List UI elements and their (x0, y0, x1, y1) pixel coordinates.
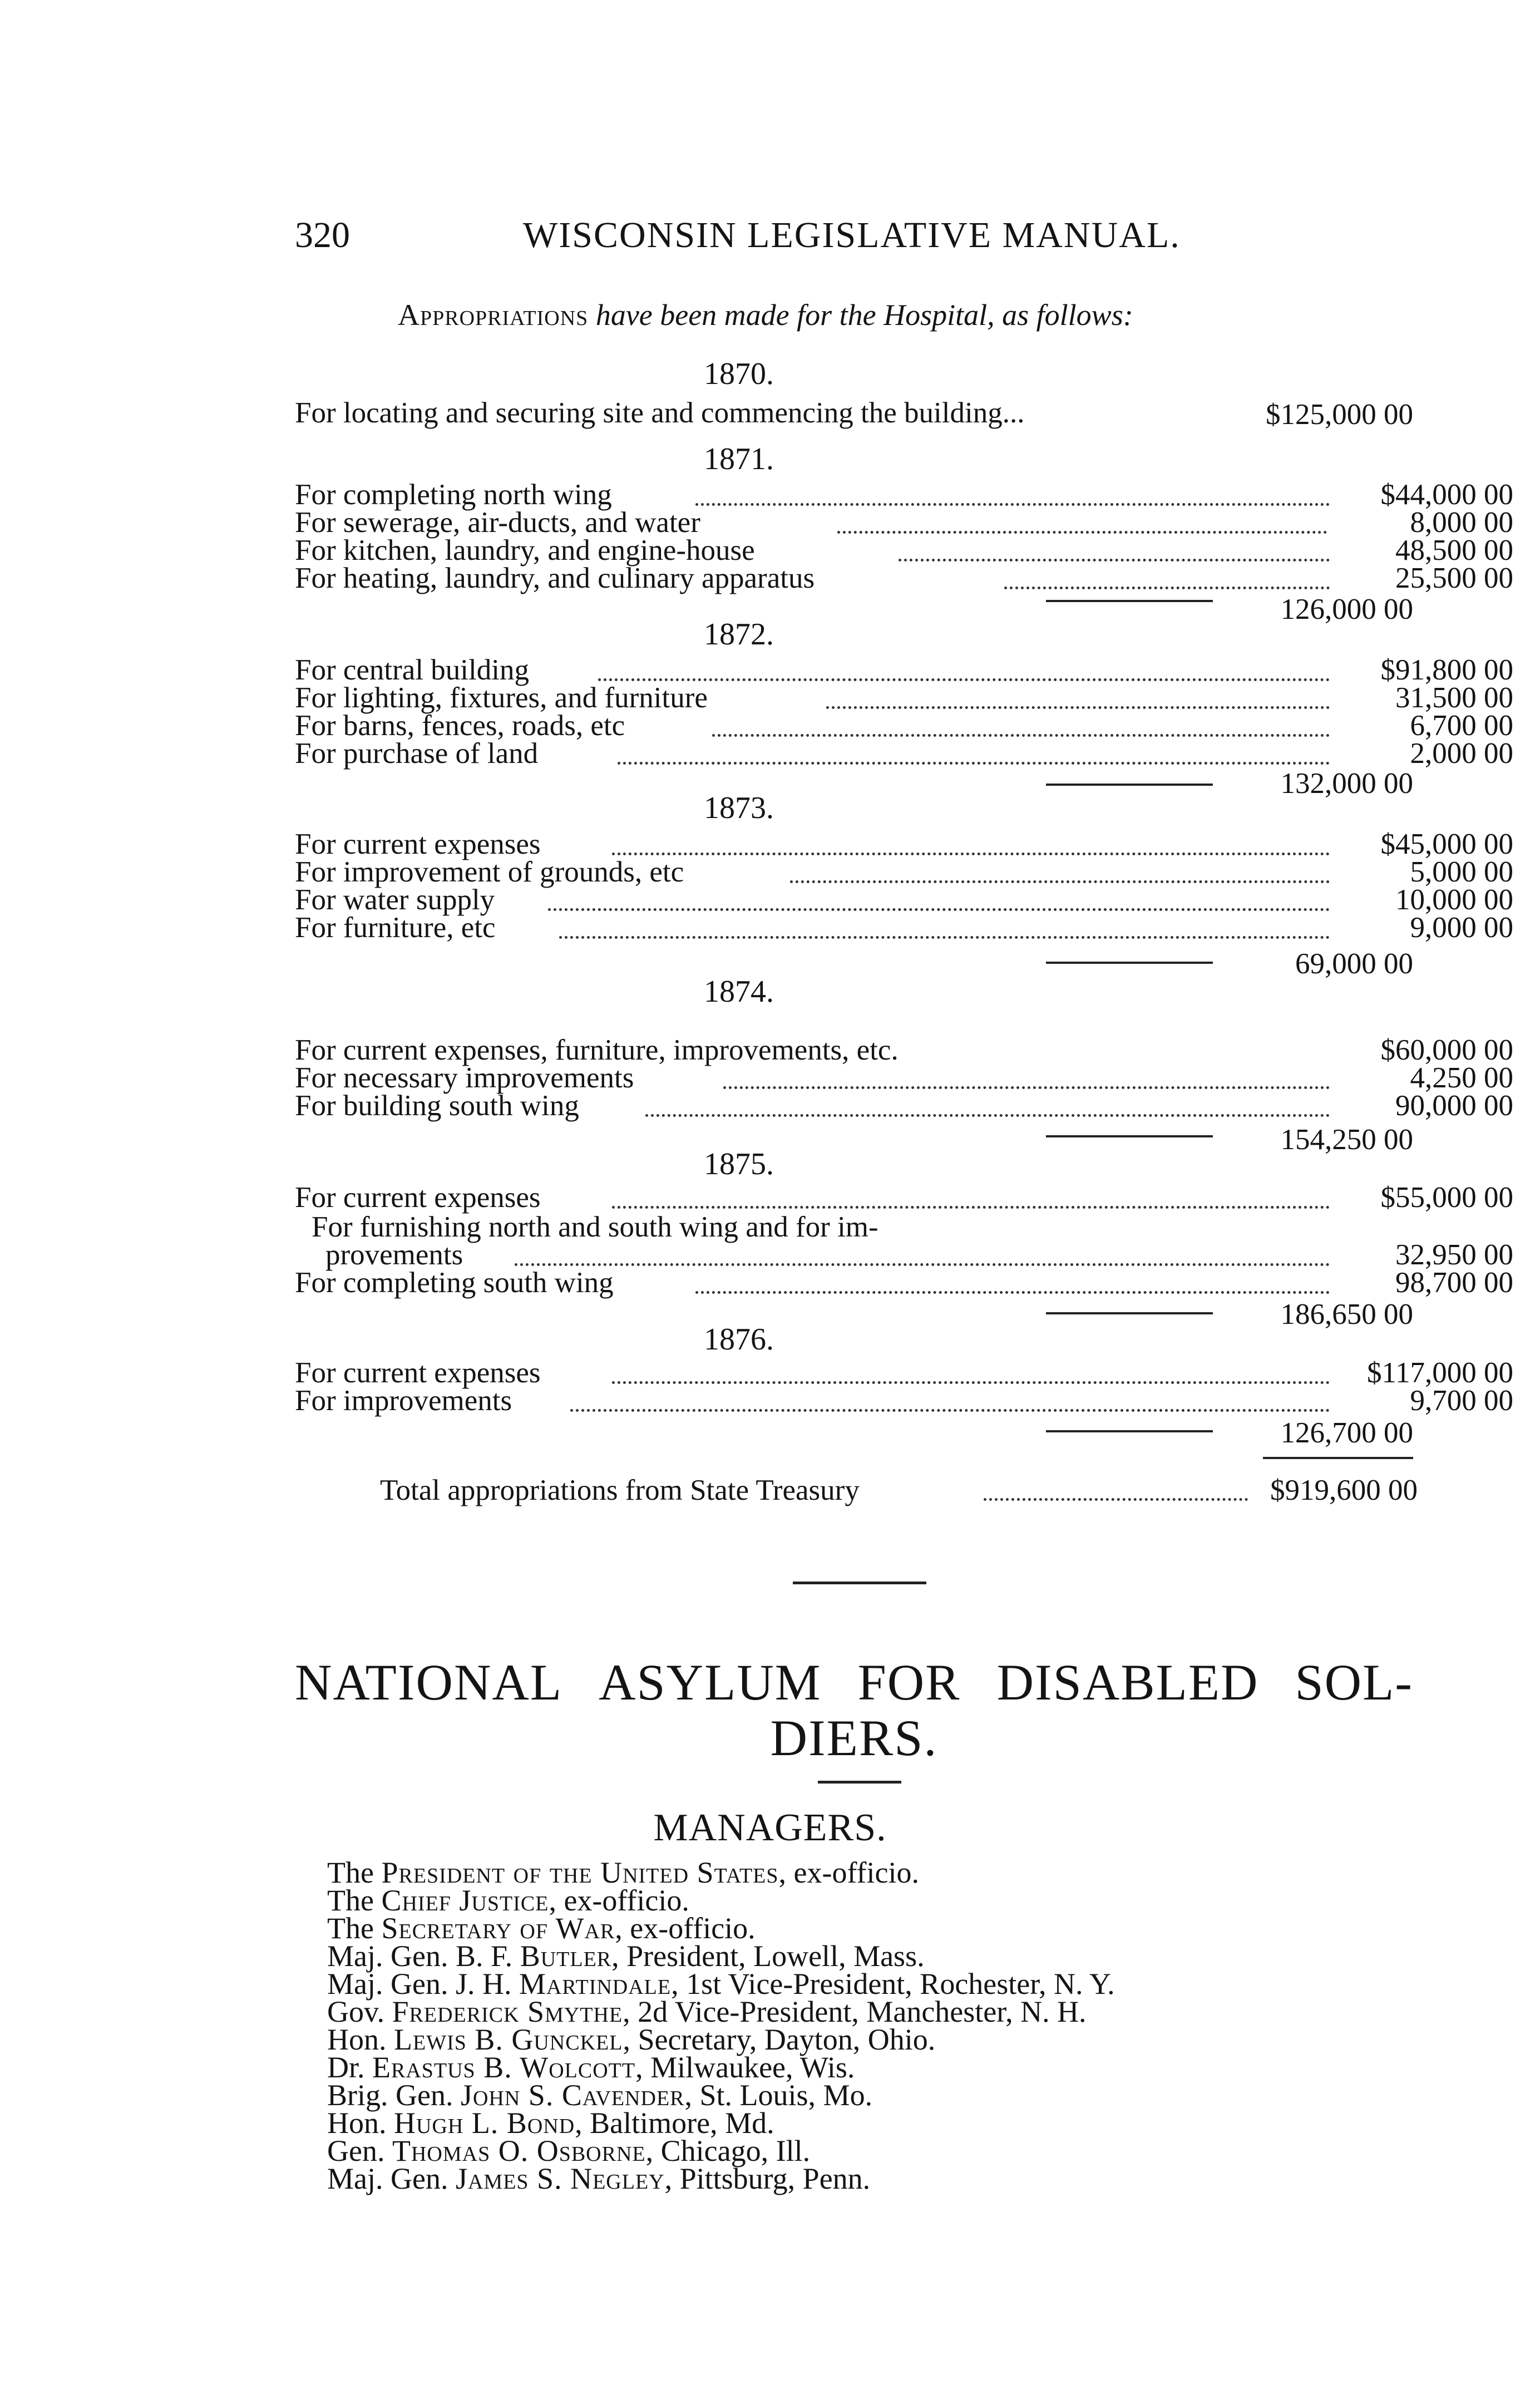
sum-rule (1046, 962, 1213, 964)
appropriation-row (295, 1267, 1513, 1299)
manager-title: Brig. Gen. (327, 2078, 453, 2112)
appropriation-amount: $45,000 00 (1380, 828, 1513, 860)
manager-details: , Chicago, Ill. (645, 2134, 811, 2167)
manager-details: , 2d Vice-President, Manchester, N. H. (623, 1995, 1087, 2028)
leader-dots (515, 1263, 1330, 1266)
manager-details: , ex-officio. (615, 1912, 756, 1945)
manager-title: Hon. (327, 2106, 387, 2140)
appropriation-amount: $55,000 00 (1380, 1181, 1513, 1214)
appropriation-row (295, 1357, 1513, 1389)
section-divider (793, 1582, 926, 1584)
appropriation-label: For current expenses (295, 1357, 541, 1389)
title-word: FOR (857, 1654, 961, 1711)
year-heading: 1875. (704, 1147, 774, 1181)
appropriation-label: For furnishing north and south wing and for im- (312, 1211, 878, 1243)
appropriation-row (295, 710, 1513, 742)
manager-title: The (327, 1856, 374, 1889)
manager-entry (327, 1941, 925, 1971)
manager-entry (327, 1969, 1115, 1999)
total-label: Total appropriations from State Treasury (380, 1474, 860, 1506)
year-subtotal: 69,000 00 (1295, 948, 1413, 980)
year-heading: 1874. (704, 974, 774, 1009)
manager-entry (327, 2052, 855, 2082)
leader-dots (695, 503, 1330, 506)
appropriation-amount: 31,500 00 (1395, 682, 1513, 714)
appropriation-row (295, 1181, 1513, 1214)
leader-dots (695, 1291, 1330, 1294)
manager-entry (327, 2080, 872, 2110)
manager-details: , ex-officio. (549, 1884, 689, 1917)
appropriation-amount: 10,000 00 (1395, 884, 1513, 916)
leader-dots (790, 880, 1330, 883)
title-word: NATIONAL (295, 1654, 563, 1711)
manager-details: , St. Louis, Mo. (684, 2078, 873, 2112)
total-row (380, 1474, 1418, 1507)
running-title: WISCONSIN LEGISLATIVE MANUAL. (523, 215, 1181, 255)
title-word: SOL- (1295, 1654, 1413, 1711)
appropriation-label: For current expenses, furniture, improvements, etc. (295, 1034, 899, 1066)
appropriation-row (295, 682, 1513, 714)
manager-name: Hugh L. Bond (394, 2106, 575, 2140)
title-word: DISABLED (996, 1654, 1259, 1711)
leader-dots (618, 762, 1330, 765)
appropriation-label: For completing north wing (295, 479, 612, 511)
sum-rule (1046, 784, 1213, 786)
manager-name: James S. Negley (455, 2162, 665, 2195)
appropriation-amount: $91,800 00 (1380, 654, 1513, 686)
leader-dots (612, 1206, 1330, 1209)
page-number: 320 (295, 215, 350, 255)
appropriation-label: For barns, fences, roads, etc (295, 710, 625, 742)
appropriation-amount: 4,250 00 (1410, 1062, 1513, 1094)
manager-details: , 1st Vice-President, Rochester, N. Y. (671, 1967, 1115, 2001)
appropriation-amount: 25,500 00 (1395, 562, 1513, 594)
appropriation-row (295, 506, 1513, 539)
leader-dots (1004, 587, 1330, 589)
appropriation-row (295, 856, 1513, 888)
appropriation-row (295, 534, 1513, 566)
intro-caps-word: Appropriations (398, 298, 589, 332)
title-word: ASYLUM (599, 1654, 822, 1711)
manager-title: Maj. Gen. B. F. (327, 1939, 513, 1973)
appropriation-label: For kitchen, laundry, and engine-house (295, 534, 755, 566)
appropriation-row (295, 828, 1513, 860)
leader-dots (712, 734, 1330, 737)
appropriation-amount: 5,000 00 (1410, 856, 1513, 888)
manager-details: , Pittsburg, Penn. (664, 2162, 871, 2195)
appropriation-amount: $117,000 00 (1366, 1357, 1513, 1389)
appropriation-label: For improvement of grounds, etc (295, 856, 684, 888)
appropriation-label: For improvements (295, 1385, 512, 1417)
appropriation-label: For necessary improvements (295, 1062, 634, 1094)
leader-dots (612, 853, 1330, 855)
manager-name: Chief Justice (381, 1884, 549, 1917)
title-line-2: DIERS. (770, 1710, 938, 1766)
year-heading: 1876. (704, 1322, 774, 1357)
manager-entry (327, 1997, 1087, 2027)
managers-heading: MANAGERS. (653, 1806, 887, 1849)
total-amount: $919,600 00 (1270, 1474, 1418, 1506)
appropriation-label: For sewerage, air-ducts, and water (295, 506, 700, 539)
appropriation-label: provements (325, 1239, 463, 1271)
appropriation-row (295, 562, 1513, 594)
appropriation-label: For locating and securing site and commencing the building... (295, 397, 1025, 429)
manager-name: Butler (520, 1939, 612, 1973)
manager-name: Martindale (519, 1967, 672, 2001)
manager-entry (327, 1858, 919, 1888)
leader-dots (548, 908, 1330, 911)
manager-details: , President, Lowell, Mass. (611, 1939, 925, 1973)
appropriation-row (295, 1239, 1513, 1271)
appropriation-label: For current expenses (295, 828, 541, 860)
manager-name: Secretary of War (381, 1912, 615, 1945)
year-heading: 1873. (704, 791, 774, 825)
manager-name: Thomas O. Osborne (392, 2134, 646, 2167)
manager-name: President of the United States (381, 1856, 779, 1889)
appropriation-label: For building south wing (295, 1090, 579, 1122)
appropriation-label: For heating, laundry, and culinary apparatus (295, 562, 815, 594)
appropriation-amount: 98,700 00 (1395, 1267, 1513, 1299)
year-subtotal: 154,250 00 (1280, 1124, 1413, 1156)
section-divider (818, 1781, 901, 1784)
appropriation-row (295, 1212, 1352, 1242)
leader-dots (559, 936, 1330, 939)
leader-dots (723, 1086, 1330, 1089)
appropriation-label: For purchase of land (295, 737, 539, 770)
appropriation-amount: $44,000 00 (1380, 479, 1513, 511)
appropriation-amount: 90,000 00 (1395, 1090, 1513, 1122)
year-heading: 1871. (704, 442, 774, 476)
leader-dots (612, 1381, 1330, 1384)
manager-title: Maj. Gen. (327, 2162, 448, 2195)
appropriation-row (295, 654, 1513, 686)
manager-details: , Milwaukee, Wis. (635, 2051, 855, 2084)
appropriation-row (295, 1062, 1513, 1094)
leader-dots (598, 678, 1330, 681)
leader-dots (837, 531, 1327, 534)
manager-entry (327, 1913, 756, 1943)
year-subtotal: 186,650 00 (1280, 1298, 1413, 1331)
year-subtotal: 126,000 00 (1280, 593, 1413, 625)
sum-rule (1046, 1312, 1213, 1314)
appropriation-label: For water supply (295, 884, 495, 916)
manager-name: John S. Cavender (460, 2078, 685, 2112)
manager-details: , Baltimore, Md. (575, 2106, 774, 2140)
year-subtotal: 132,000 00 (1280, 767, 1413, 800)
appropriation-amount: $125,000 00 (1266, 398, 1413, 431)
leader-dots (984, 1498, 1248, 1501)
appropriation-label: For current expenses (295, 1181, 541, 1214)
appropriation-amount: 6,700 00 (1410, 710, 1513, 742)
leader-dots (645, 1114, 1330, 1117)
manager-name: Lewis B. Gunckel (394, 2023, 623, 2056)
year-heading: 1870. (704, 357, 774, 391)
sum-rule (1046, 600, 1213, 602)
leader-dots (899, 559, 1330, 561)
appropriation-row (295, 737, 1513, 770)
sum-rule (1046, 1430, 1213, 1432)
appropriation-amount: 8,000 00 (1410, 506, 1513, 539)
appropriation-amount: 48,500 00 (1395, 534, 1513, 566)
appropriation-amount: 9,000 00 (1410, 912, 1513, 944)
manager-title: The (327, 1884, 374, 1917)
manager-title: Gov. (327, 1995, 384, 2028)
appropriation-amount: 9,700 00 (1410, 1385, 1513, 1417)
appropriation-row (295, 1034, 1513, 1066)
appropriation-amount: 2,000 00 (1410, 737, 1513, 770)
intro-italic-text: have been made for the Hospital, as follows: (595, 298, 1133, 332)
manager-details: , ex-officio. (778, 1856, 919, 1889)
appropriation-row (295, 1385, 1513, 1417)
year-subtotal: 126,700 00 (1280, 1417, 1413, 1449)
year-heading: 1872. (704, 617, 774, 652)
manager-name: Frederick Smythe (392, 1995, 623, 2028)
appropriation-amount: $60,000 00 (1380, 1034, 1513, 1066)
appropriation-row (295, 479, 1513, 511)
appropriation-row (295, 1090, 1513, 1122)
manager-name: Erastus B. Wolcott (372, 2051, 636, 2084)
manager-title: Hon. (327, 2023, 387, 2056)
sum-rule (1046, 1135, 1213, 1137)
appropriation-label: For furniture, etc (295, 912, 496, 944)
appropriation-label: For completing south wing (295, 1267, 614, 1299)
sum-rule (1263, 1457, 1413, 1459)
appropriation-row (295, 884, 1513, 916)
manager-entry (327, 2108, 774, 2138)
appropriation-row (295, 912, 1513, 944)
manager-entry (327, 1885, 689, 1915)
leader-dots (570, 1409, 1330, 1412)
manager-entry (327, 2024, 935, 2055)
manager-entry (327, 2164, 870, 2194)
manager-title: Gen. (327, 2134, 385, 2167)
manager-details: , Secretary, Dayton, Ohio. (623, 2023, 936, 2056)
manager-entry (327, 2136, 810, 2166)
appropriation-amount: 32,950 00 (1395, 1239, 1513, 1271)
appropriation-label: For central building (295, 654, 529, 686)
manager-title: Maj. Gen. J. H. (327, 1967, 512, 2001)
leader-dots (826, 706, 1330, 709)
appropriation-label: For lighting, fixtures, and furniture (295, 682, 708, 714)
appropriations-intro (398, 298, 1133, 332)
manager-title: Dr. (327, 2051, 365, 2084)
manager-title: The (327, 1912, 374, 1945)
appropriation-row (295, 398, 1352, 428)
